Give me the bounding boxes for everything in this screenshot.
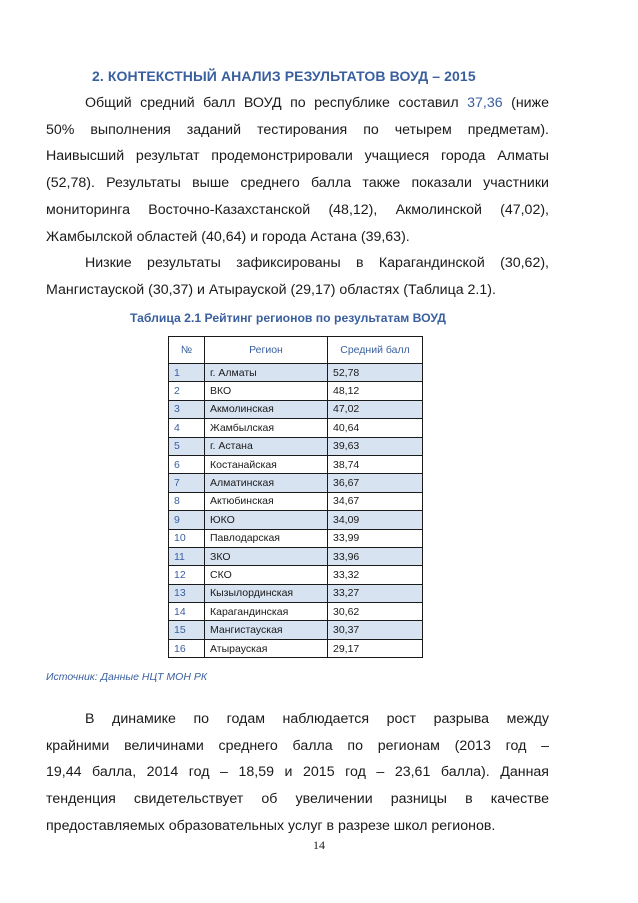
page-number: 14: [313, 838, 325, 852]
cell-rank: 5: [169, 437, 205, 455]
cell-region: Атырауская: [205, 639, 328, 657]
cell-score: 36,67: [328, 474, 423, 492]
cell-region: Актюбинская: [205, 492, 328, 510]
cell-region: Акмолинская: [205, 400, 328, 418]
paragraph-dynamics: [46, 706, 549, 840]
paragraph-line: предоставляемых образовательных услуг в разрезе школ регионов.: [46, 817, 496, 834]
cell-rank: 10: [169, 529, 205, 547]
cell-score: 33,32: [328, 566, 423, 584]
paragraph-line: Наивысший результат продемонстрировали учащиеся города Алматы: [46, 148, 549, 165]
cell-score: 40,64: [328, 419, 423, 437]
table-row: [169, 547, 423, 565]
cell-rank: 4: [169, 419, 205, 437]
table-caption: Таблица 2.1 Рейтинг регионов по результатам ВОУД: [130, 311, 446, 325]
table-row: [169, 455, 423, 473]
table-row: [169, 382, 423, 400]
cell-region: Кызылординская: [205, 584, 328, 602]
cell-rank: 7: [169, 474, 205, 492]
paragraph-line: Общий средний балл ВОУД по республике составил 37,36 (ниже: [85, 95, 549, 111]
paragraph-line: В динамике по годам наблюдается рост разрыва между: [85, 711, 549, 727]
cell-rank: 6: [169, 455, 205, 473]
cell-rank: 15: [169, 621, 205, 639]
cell-region: Костанайская: [205, 455, 328, 473]
cell-score: 30,62: [328, 603, 423, 621]
cell-score: 30,37: [328, 621, 423, 639]
paragraph-line: (52,78). Результаты выше среднего балла также показали участники: [46, 175, 549, 192]
cell-region: Карагандинская: [205, 603, 328, 621]
cell-score: 52,78: [328, 364, 423, 382]
cell-region: СКО: [205, 566, 328, 584]
paragraph-line: крайними величинами среднего балла по регионам (2013 год –: [46, 737, 549, 754]
paragraph-overall-score: [46, 90, 549, 250]
table-row: [169, 584, 423, 602]
cell-score: 33,96: [328, 547, 423, 565]
cell-rank: 13: [169, 584, 205, 602]
cell-score: 33,99: [328, 529, 423, 547]
cell-region: ЮКО: [205, 511, 328, 529]
cell-rank: 16: [169, 639, 205, 657]
cell-region: Павлодарская: [205, 529, 328, 547]
cell-region: Мангистауская: [205, 621, 328, 639]
overall-score-value: 37,36: [467, 95, 503, 111]
cell-rank: 1: [169, 364, 205, 382]
table-row: [169, 511, 423, 529]
paragraph-line: Мангистауской (30,37) и Атырауской (29,17) областях (Таблица 2.1).: [46, 281, 496, 298]
table-row: [169, 419, 423, 437]
table-row: [169, 437, 423, 455]
cell-score: 34,67: [328, 492, 423, 510]
table-row: [169, 474, 423, 492]
paragraph-low-results: [46, 250, 549, 303]
cell-rank: 8: [169, 492, 205, 510]
table-row: [169, 603, 423, 621]
section-heading: 2. КОНТЕКСТНЫЙ АНАЛИЗ РЕЗУЛЬТАТОВ ВОУД – 2015: [92, 68, 476, 84]
cell-region: Жамбылская: [205, 419, 328, 437]
cell-score: 29,17: [328, 639, 423, 657]
cell-region: г. Астана: [205, 437, 328, 455]
cell-region: ВКО: [205, 382, 328, 400]
paragraph-line: тенденция свидетельствует об увеличении разницы в качестве: [46, 791, 549, 808]
cell-score: 48,12: [328, 382, 423, 400]
column-header-region: Регион: [205, 337, 328, 364]
cell-region: ЗКО: [205, 547, 328, 565]
cell-region: г. Алматы: [205, 364, 328, 382]
cell-score: 33,27: [328, 584, 423, 602]
paragraph-line: 50% выполнения заданий тестирования по четырем предметам).: [46, 121, 549, 138]
paragraph-line: Низкие результаты зафиксированы в Карагандинской (30,62),: [85, 255, 549, 271]
table-row: [169, 364, 423, 382]
cell-rank: 2: [169, 382, 205, 400]
paragraph-line: 19,44 балла, 2014 год – 18,59 и 2015 год – 23,61 балла). Данная: [46, 764, 549, 781]
cell-rank: 11: [169, 547, 205, 565]
cell-region: Алматинская: [205, 474, 328, 492]
column-header-score: Средний балл: [328, 337, 423, 364]
cell-rank: 12: [169, 566, 205, 584]
cell-score: 38,74: [328, 455, 423, 473]
cell-score: 34,09: [328, 511, 423, 529]
cell-rank: 14: [169, 603, 205, 621]
table-source-note: Источник: Данные НЦТ МОН РК: [46, 671, 208, 683]
cell-rank: 9: [169, 511, 205, 529]
table-header-row: [169, 337, 423, 364]
cell-score: 47,02: [328, 400, 423, 418]
table-row: [169, 566, 423, 584]
column-header-number: №: [169, 337, 205, 364]
table-row: [169, 492, 423, 510]
cell-rank: 3: [169, 400, 205, 418]
table-row: [169, 621, 423, 639]
cell-score: 39,63: [328, 437, 423, 455]
paragraph-line: мониторинга Восточно-Казахстанской (48,12), Акмолинской (47,02),: [46, 201, 549, 218]
table-row: [169, 400, 423, 418]
paragraph-line: Жамбылской областей (40,64) и города Астана (39,63).: [46, 228, 410, 245]
table-row: [169, 639, 423, 657]
table-row: [169, 529, 423, 547]
region-rating-table: [168, 336, 423, 658]
